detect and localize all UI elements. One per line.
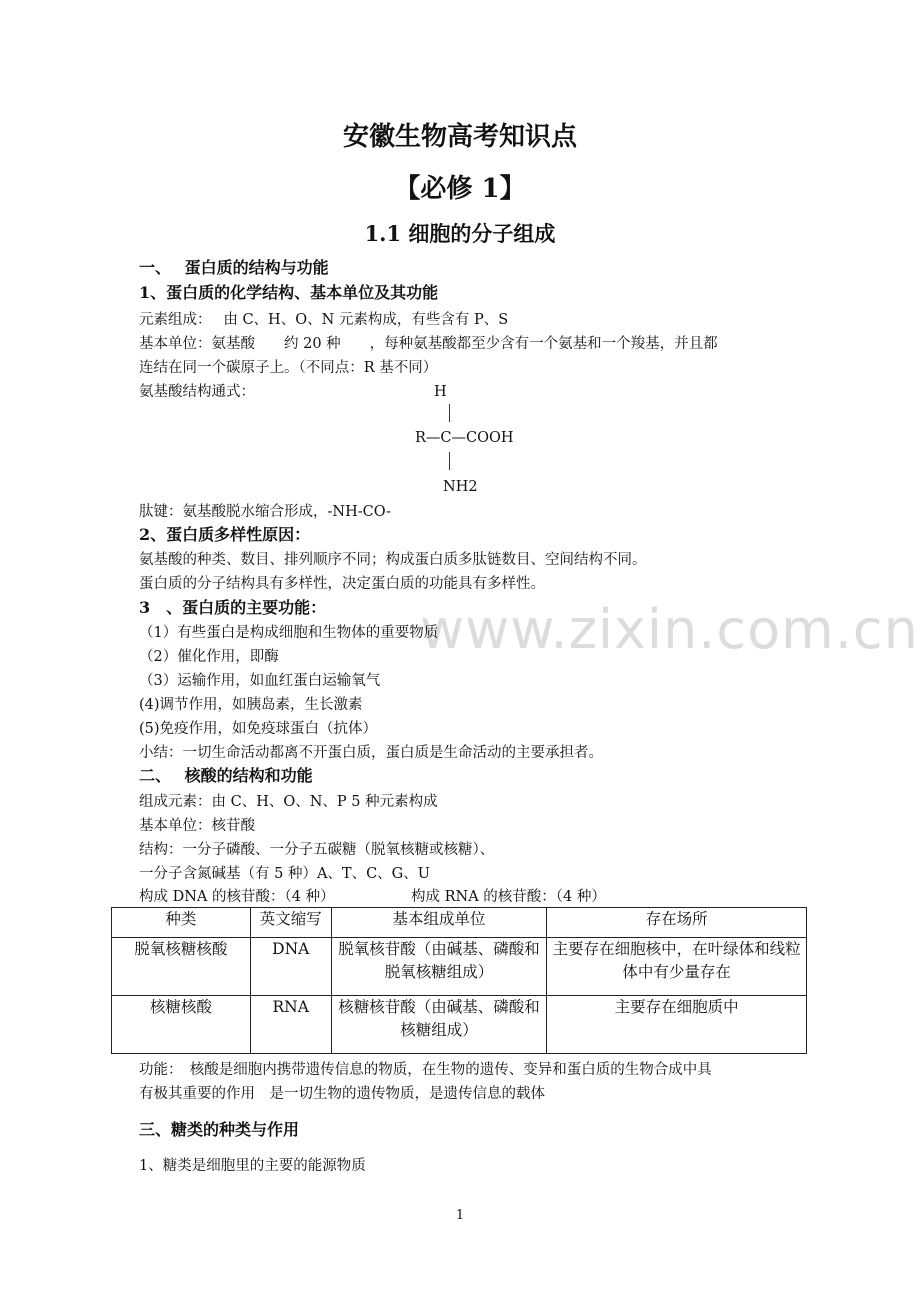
table-cell: 主要存在细胞质中 [547, 995, 807, 1053]
document-title: 安徽生物高考知识点 [342, 122, 577, 152]
protein-elements: 元素组成： 由 C、H、O、N 元素构成，有些含有 P、S [139, 312, 509, 328]
diversity-2: 蛋白质的分子结构具有多样性，决定蛋白质的功能具有多样性。 [139, 576, 545, 592]
formula-nh2: NH2 [443, 479, 478, 495]
table-cell: 脱氧核糖核酸 [112, 937, 251, 995]
nucleic-unit: 基本单位：核苷酸 [139, 818, 255, 834]
sugar-line-1: 1、糖类是细胞里的主要的能源物质 [139, 1158, 366, 1174]
protein-heading: 一、 蛋白质的结构与功能 [139, 258, 329, 277]
nucleic-elements: 组成元素：由 C、H、O、N、P 5 种元素构成 [139, 794, 438, 810]
sugar-heading: 三、糖类的种类与作用 [139, 1120, 300, 1139]
rna-kinds: 构成 RNA 的核苷酸：（4 种） [411, 889, 606, 905]
table-header: 种类 [112, 908, 251, 938]
table-header: 基本组成单位 [331, 908, 547, 938]
protein-sub2: 2、蛋白质多样性原因： [139, 525, 311, 544]
protein-unit-a: 基本单位：氨基酸 约 20 种 ，每种氨基酸都至少含有一个氨基和一个羧基，并且都 [139, 336, 718, 352]
dna-kinds: 构成 DNA 的核苷酸：（4 种） [139, 889, 335, 905]
function-2: （2）催化作用，即酶 [139, 649, 279, 665]
peptide-bond: 肽键：氨基酸脱水缩合形成，-NH-CO- [139, 504, 392, 520]
table-cell: RNA [250, 995, 331, 1053]
nucleic-function-2: 有极其重要的作用 是一切生物的遗传物质，是遗传信息的载体 [139, 1086, 545, 1102]
nucleic-function-1: 功能： 核酸是细胞内携带遗传信息的物质，在生物的遗传、变异和蛋白质的生物合成中具 [139, 1062, 712, 1078]
nucleic-struct-2: 一分子含氮碱基（有 5 种）A、T、C、G、U [139, 866, 430, 882]
function-4: (4)调节作用，如胰岛素，生长激素 [139, 697, 363, 713]
function-3: （3）运输作用，如血红蛋白运输氧气 [139, 673, 381, 689]
watermark: www.zixin.com.cn [420, 598, 919, 661]
page-number: 1 [455, 1208, 465, 1223]
table-row [112, 937, 807, 995]
nucleic-heading: 二、 核酸的结构和功能 [139, 766, 313, 785]
function-1: （1）有些蛋白是构成细胞和生物体的重要物质 [139, 625, 439, 641]
table-cell: 核糖核苷酸（由碱基、磷酸和核糖组成） [331, 995, 547, 1053]
table-header: 存在场所 [547, 908, 807, 938]
table-row [112, 995, 807, 1053]
table-header: 英文缩写 [250, 908, 331, 938]
table-cell: DNA [250, 937, 331, 995]
protein-unit-b: 连结在同一个碳原子上。（不同点：R 基不同） [139, 360, 438, 376]
table-cell: 脱氧核苷酸（由碱基、磷酸和脱氧核糖组成） [331, 937, 547, 995]
nucleic-acid-table [111, 907, 807, 1054]
table-cell: 主要存在细胞核中，在叶绿体和线粒体中有少量存在 [547, 937, 807, 995]
formula-h: H [434, 384, 447, 400]
formula-bond-top [449, 404, 450, 422]
protein-sub3: 3 、蛋白质的主要功能： [139, 598, 327, 617]
function-5: (5)免疫作用，如免疫球蛋白（抗体） [139, 721, 378, 737]
table-cell: 核糖核酸 [112, 995, 251, 1053]
formula-label: 氨基酸结构通式： [139, 384, 255, 400]
table-header-row [112, 908, 807, 938]
diversity-1: 氨基酸的种类、数目、排列顺序不同；构成蛋白质多肽链数目、空间结构不同。 [139, 552, 647, 568]
section-title: 1.1 细胞的分子组成 [364, 221, 556, 246]
document-subtitle: 【必修 1】 [394, 174, 526, 204]
formula-main: R—C—COOH [415, 430, 514, 446]
protein-sub1: 1、蛋白质的化学结构、基本单位及其功能 [139, 283, 439, 302]
protein-summary: 小结：一切生命活动都离不开蛋白质，蛋白质是生命活动的主要承担者。 [139, 745, 603, 761]
nucleic-struct-1: 结构：一分子磷酸、一分子五碳糖（脱氧核糖或核糖）、 [139, 842, 495, 858]
formula-bond-bottom [449, 452, 450, 470]
